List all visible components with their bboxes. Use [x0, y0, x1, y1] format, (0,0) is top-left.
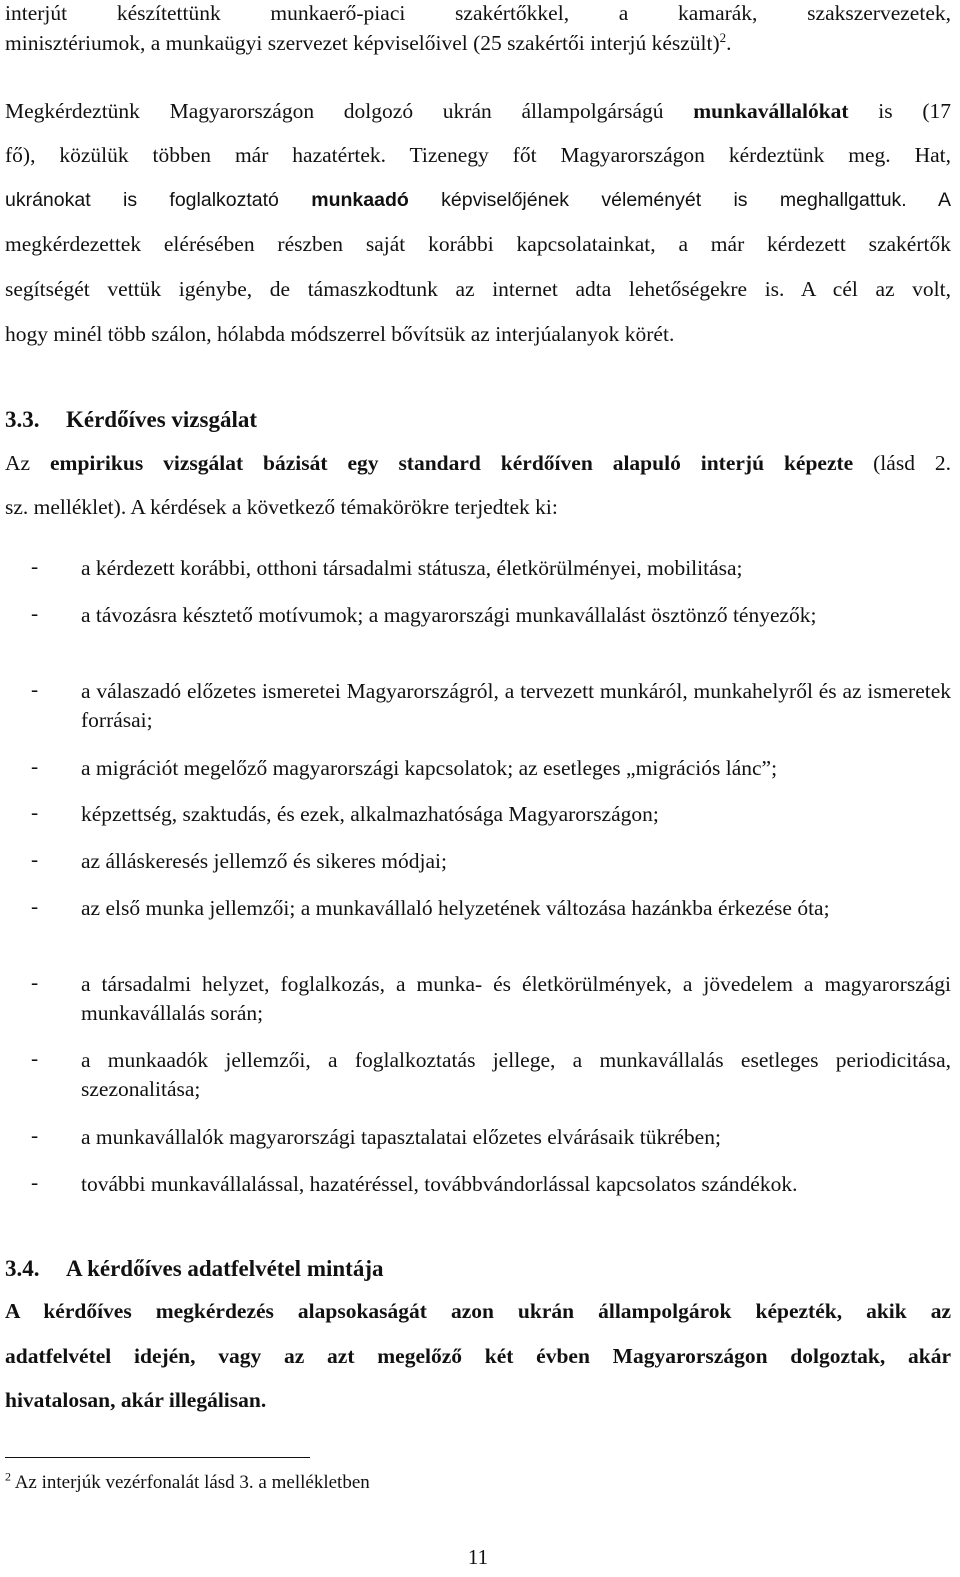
para1-line2-end: .: [726, 31, 732, 55]
para1-line1: interjút készítettünk munkaerő-piaci szakértőkkel, a kamarák, szakszervezetek,: [5, 1, 951, 25]
section-3-4-line3: hivatalosan, akár illegálisan.: [5, 1388, 267, 1412]
bullet-text: a munkavállalók magyarországi tapasztalatai előzetes elvárásaik tükrében;: [81, 1125, 721, 1149]
para2-l1a: Megkérdeztünk Magyarországon dolgozó ukrán állampolgárságú: [5, 99, 694, 123]
section-3-3-line1: [5, 450, 951, 476]
footnote: [5, 1469, 370, 1494]
bullet-dash: -: [31, 1046, 39, 1070]
page-number: 11: [467, 1545, 489, 1569]
para2-l1c: is (17: [848, 99, 951, 123]
bullet-text: a válaszadó előzetes ismeretei Magyarországról, a tervezett munkáról, munkahelyről és az ismeretek forrásai;: [81, 679, 951, 732]
section-3-3-line2: sz. melléklet). A kérdések a következő témakörökre terjedtek ki:: [5, 495, 558, 519]
footnote-divider: [5, 1457, 310, 1458]
bullet-dash: -: [31, 754, 39, 778]
section-3-4-line2: adatfelvétel idején, vagy az azt megelőző két évben Magyarországon dolgoztak, akár: [5, 1344, 951, 1368]
bullet-dash: -: [31, 847, 39, 871]
bullet-dash: -: [31, 1170, 39, 1194]
para2-line2: fő), közülük többen már hazatértek. Tizenegy főt Magyarországon kérdeztünk meg. Hat,: [5, 143, 951, 167]
bullet-text: a távozásra késztető motívumok; a magyarországi munkavállalást ösztönző tényezők;: [81, 603, 817, 627]
bullet-text: az álláskeresés jellemző és sikeres módjai;: [81, 849, 447, 873]
para2-line5: segítségét vettük igénybe, de támaszkodtunk az internet adta lehetőségekre is. A cél az volt,: [5, 277, 951, 301]
s33-l1a: Az: [5, 451, 50, 475]
para2-line4: megkérdezettek elérésében részben saját korábbi kapcsolatainkat, a már kérdezett szakértők: [5, 232, 951, 256]
para1-line2-text: minisztériumok, a munkaügyi szervezet képviselőivel (25 szakértői interjú készült): [5, 31, 720, 55]
footnote-ref: 2: [719, 29, 727, 45]
section-3-4-number: 3.4.: [5, 1256, 40, 1281]
para2-l3a: ukránokat is foglalkoztató: [5, 189, 312, 211]
bullet-text: a munkaadók jellemzői, a foglalkoztatás jellege, a munkavállalás esetleges periodicitása, szezonalitása;: [81, 1048, 951, 1101]
footnote-mark: 2: [5, 1469, 11, 1484]
bullet-text: további munkavállalással, hazatéréssel, továbbvándorlással kapcsolatos szándékok.: [81, 1172, 798, 1196]
section-3-3-heading: [5, 406, 257, 434]
bullet-text: az első munka jellemzői; a munkavállaló helyzetének változása hazánkba érkezése óta;: [81, 896, 830, 920]
para1-line2: [5, 30, 732, 56]
bullet-dash: -: [31, 894, 39, 918]
para2-line1: [5, 98, 951, 124]
section-3-3-number: 3.3.: [5, 407, 40, 432]
para2-l1b-bold: munkavállalókat: [693, 99, 849, 123]
para2-line3: [5, 187, 951, 213]
para2-l3c: képviselőjének véleményét is meghallgattuk. A: [408, 189, 951, 211]
bullet-dash: -: [31, 970, 39, 994]
para2-line6: hogy minél több szálon, hólabda módszerrel bővítsük az interjúalanyok körét.: [5, 322, 675, 346]
section-3-3-title: Kérdőíves vizsgálat: [66, 407, 257, 432]
bullet-dash: -: [31, 601, 39, 625]
para2-l3b-bold: munkaadó: [311, 189, 409, 211]
s33-l1c: (lásd 2.: [853, 451, 951, 475]
bullet-text: a társadalmi helyzet, foglalkozás, a munka- és életkörülmények, a jövedelem a magyarországi munkavállalás során;: [81, 972, 951, 1025]
footnote-text: Az interjúk vezérfonalát lásd 3. a mellékletben: [11, 1472, 370, 1493]
bullet-text: a kérdezett korábbi, otthoni társadalmi státusza, életkörülményei, mobilitása;: [81, 556, 743, 580]
bullet-dash: -: [31, 554, 39, 578]
bullet-dash: -: [31, 800, 39, 824]
s33-l1b-bold: empirikus vizsgálat bázisát egy standard kérdőíven alapuló interjú képezte: [50, 451, 854, 475]
section-3-4-title: A kérdőíves adatfelvétel mintája: [66, 1256, 384, 1281]
section-3-4-heading: [5, 1255, 383, 1283]
bullet-text: a migrációt megelőző magyarországi kapcsolatok; az esetleges „migrációs lánc”;: [81, 756, 778, 780]
section-3-4-line1: A kérdőíves megkérdezés alapsokaságát azon ukrán állampolgárok képezték, akik az: [5, 1299, 951, 1323]
bullet-text: képzettség, szaktudás, és ezek, alkalmazhatósága Magyarországon;: [81, 802, 659, 826]
bullet-dash: -: [31, 1123, 39, 1147]
bullet-dash: -: [31, 677, 39, 701]
